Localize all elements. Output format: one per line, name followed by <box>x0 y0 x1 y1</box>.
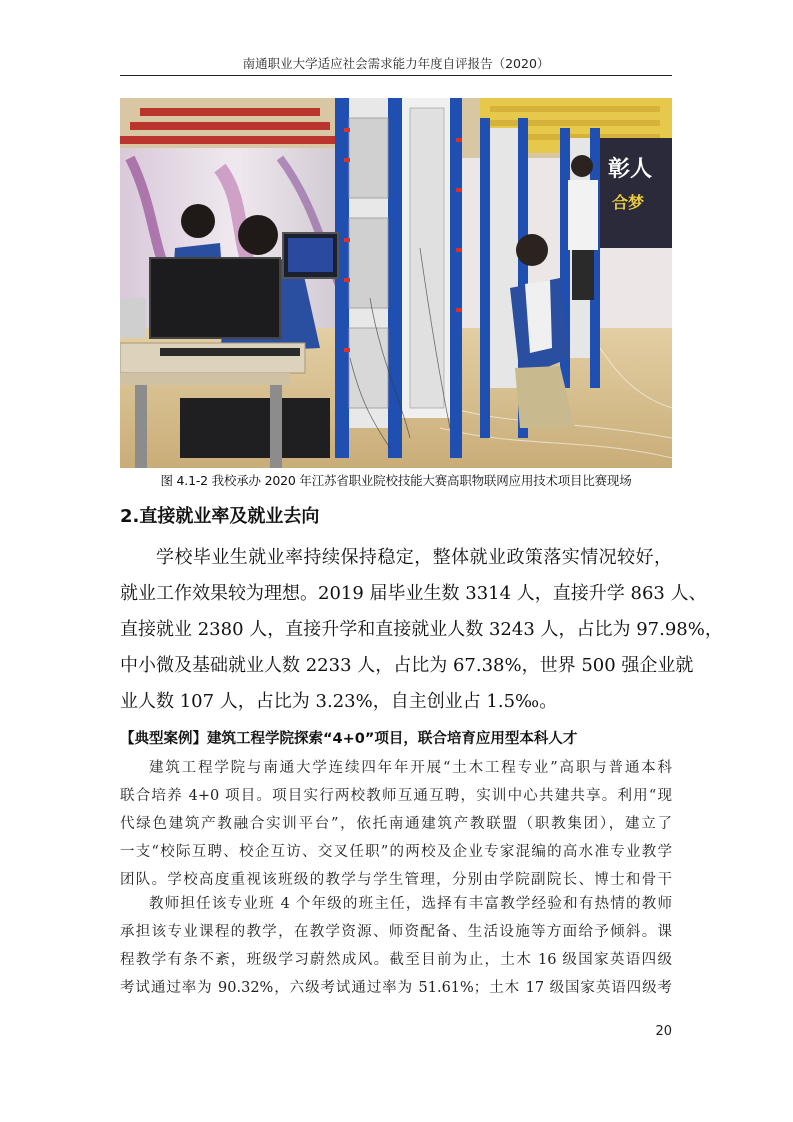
case-block-2 <box>120 890 672 1002</box>
case-line: 承担该专业课程的教学，在教学资源、师资配备、生活设施等方面给予倾斜。课 <box>120 924 672 940</box>
case-heading: 【典型案例】建筑工程学院探索“4+0”项目，联合培育应用型本科人才 <box>120 731 578 747</box>
equipment-rack-2 <box>402 98 462 458</box>
case-line: 考试通过率为 90.32%，六级考试通过率为 51.61%；土木 17 级国家英语四级考 <box>120 980 672 996</box>
case-line: 联合培养 4+0 项目。项目实行两校教师互通互聘，实训中心共建共享。利用“现 <box>120 788 672 804</box>
case-line: 教师担任该专业班 4 个年级的班主任，选择有丰富教学经验和有热情的教师 <box>149 896 672 912</box>
paragraph-line: 中小微及基础就业人数 2233 人，占比为 67.38%，世界 500 强企业就 <box>120 655 694 676</box>
section-heading: 2.直接就业率及就业去向 <box>120 506 320 527</box>
banner-text-1: 彰人 <box>608 157 653 182</box>
case-line: 代绿色建筑产教融合实训平台”，依托南通建筑产教联盟（职教集团），建立了 <box>120 816 672 832</box>
figure-caption: 图 4.1-2 我校承办 2020 年江苏省职业院校技能大赛高职物联网应用技术项目比赛现场 <box>160 473 632 488</box>
paragraph-line: 学校毕业生就业率持续保持稳定，整体就业政策落实情况较好， <box>156 547 672 568</box>
paragraph-line: 业人数 107 人，占比为 3.23%，自主创业占 1.5‰。 <box>120 691 558 712</box>
case-line: 团队。学校高度重视该班级的教学与学生管理，分别由学院副院长、博士和骨干 <box>120 872 672 888</box>
body-paragraph <box>120 540 723 720</box>
banner-text-2: 合梦 <box>612 193 645 212</box>
running-header: 南通职业大学适应社会需求能力年度自评报告（2020） <box>242 56 550 71</box>
monitor <box>150 258 280 338</box>
equipment-rack-1 <box>335 98 402 458</box>
case-line: 一支“校际互聘、校企互访、交叉任职”的两校及企业专家混编的高水准专业教学 <box>120 844 672 860</box>
paragraph-line: 直接就业 2380 人，直接升学和直接就业人数 3243 人，占比为 97.98%， <box>120 619 723 640</box>
case-line: 建筑工程学院与南通大学连续四年年开展“土木工程专业”高职与普通本科 <box>149 760 672 776</box>
case-block-1 <box>120 754 672 894</box>
competition-photo <box>120 98 672 468</box>
header-rule <box>120 75 672 76</box>
page-number: 20 <box>655 1024 672 1039</box>
paragraph-line: 就业工作效果较为理想。2019 届毕业生数 3314 人，直接升学 863 人、 <box>120 583 707 604</box>
case-line: 程教学有条不紊，班级学习蔚然成风。截至目前为止，土木 16 级国家英语四级 <box>120 952 672 968</box>
